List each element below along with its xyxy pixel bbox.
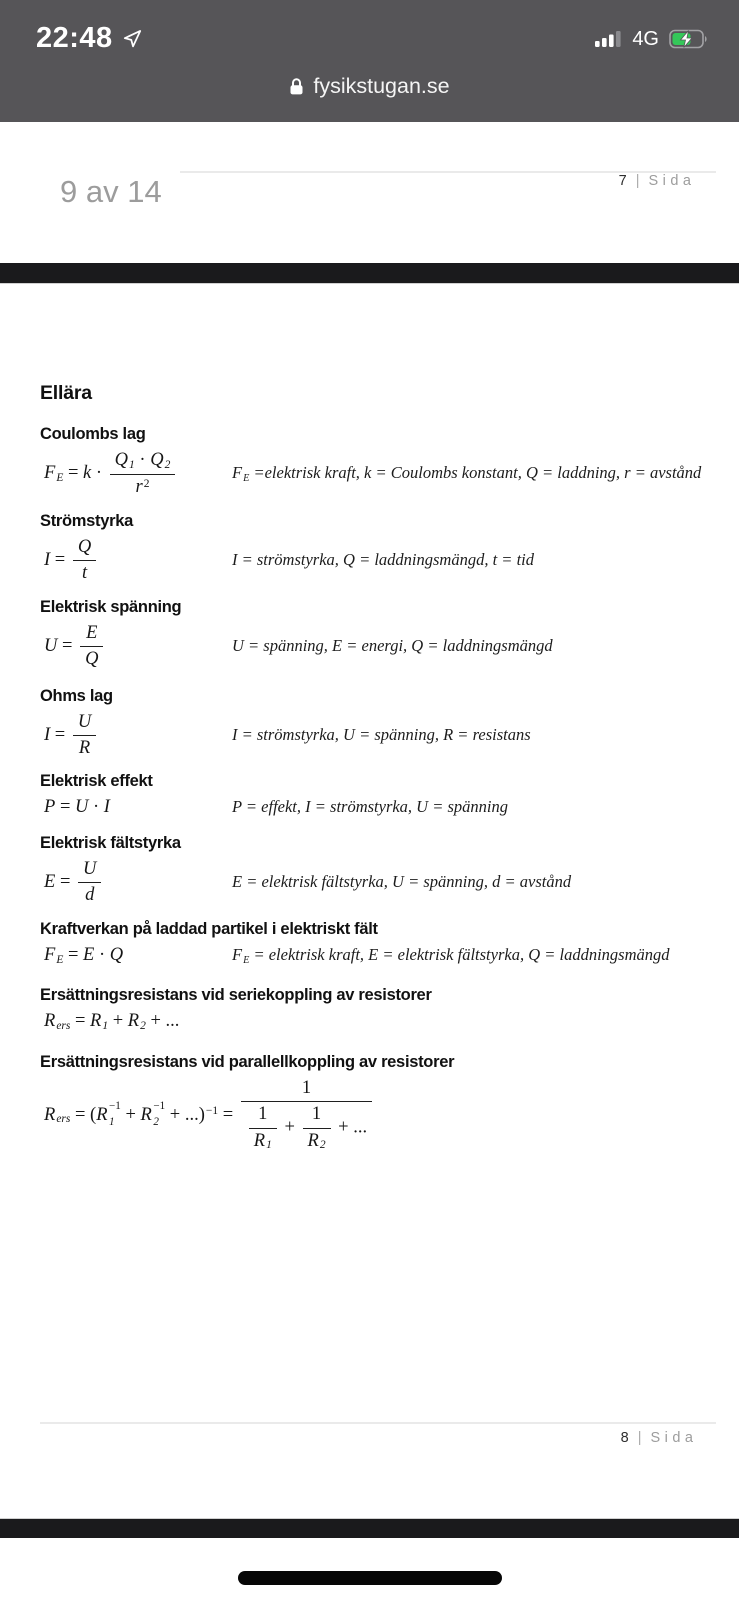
- network-type-label: 4G: [632, 27, 659, 50]
- formula: Rers = R1 + R2 + ...: [44, 1011, 180, 1032]
- formula: U = $\frac{E}{Q}$: [44, 623, 232, 671]
- section-heading: Elektrisk fältstyrka: [40, 834, 181, 852]
- url-bar[interactable]: [0, 76, 739, 98]
- formula: Rers = (R −1 1 + R −1 2 + ...)$^{-1}$ = 1 $\frac{1}{R1}$ + $\frac{1}{R2}$ + ...: [44, 1078, 375, 1153]
- page7-footer: [618, 173, 696, 189]
- formula-section-elektrisk-faltstyrka: [40, 833, 715, 907]
- page8-footer-label: Sida: [650, 1430, 698, 1446]
- page7-footer-label: Sida: [648, 173, 696, 189]
- page8-footer-separator: |: [637, 1430, 642, 1446]
- formula: P = U · I: [44, 797, 110, 817]
- formula-section-ohms-lag: [40, 686, 715, 760]
- section-heading: Kraftverkan på laddad partikel i elektriskt fält: [40, 920, 378, 938]
- formula: E = $\frac{U}{d}$: [44, 859, 232, 907]
- section-heading: Elektrisk effekt: [40, 772, 153, 790]
- page8-footer-rule: [40, 1422, 716, 1424]
- formula: FE = k · $\frac{Q1 \cdot Q2}{r^2}$: [44, 450, 232, 498]
- formula-description: FE =elektrisk kraft, k = Coulombs konstant, Q = laddning, r = avstånd: [232, 462, 702, 484]
- formula-description: FE = elektrisk kraft, E = elektrisk fältstyrka, Q = laddningsmängd: [232, 945, 670, 966]
- formula-description: I = strömstyrka, U = spänning, R = resistans: [232, 725, 531, 745]
- page8-footer-number: 8: [620, 1430, 629, 1446]
- lock-icon: [289, 77, 304, 96]
- home-indicator[interactable]: [238, 1571, 502, 1585]
- location-arrow-icon: [122, 28, 143, 49]
- formula-section-elektrisk-effekt: [40, 771, 715, 818]
- formula: I = $\frac{U}{R}$: [44, 712, 232, 760]
- cellular-signal-icon: [595, 30, 622, 47]
- status-right-group: [595, 29, 711, 49]
- formula-section-coulombs-lag: [40, 424, 715, 498]
- status-bar: [0, 0, 739, 122]
- battery-charging-icon: [669, 29, 711, 49]
- page8-footer: [620, 1430, 698, 1446]
- page7-footer-number: 7: [618, 173, 627, 189]
- formula-description: P = effekt, I = strömstyrka, U = spänning: [232, 797, 508, 817]
- status-time-group: [36, 24, 143, 53]
- url-domain: fysikstugan.se: [313, 74, 450, 98]
- page-position-indicator: 9 av 14: [60, 174, 162, 209]
- page-title: Ellära: [40, 382, 92, 404]
- formula-section-elektrisk-spanning: [40, 597, 715, 671]
- page-separator-bottom: [0, 1518, 739, 1538]
- status-row: [0, 0, 739, 53]
- section-heading: Strömstyrka: [40, 512, 133, 530]
- status-time: 22:48: [36, 22, 113, 54]
- formula-section-seriekoppling: [40, 985, 715, 1033]
- page7-footer-separator: |: [635, 173, 640, 189]
- section-heading: Coulombs lag: [40, 425, 146, 443]
- formula-description: U = spänning, E = energi, Q = laddningsmängd: [232, 636, 553, 656]
- formula: FE = E · Q: [44, 945, 124, 967]
- page-separator-top: [0, 263, 739, 284]
- formula-description: E = elektrisk fältstyrka, U = spänning, d = avstånd: [232, 872, 572, 892]
- formula: I = $\frac{Q}{t}$: [44, 537, 232, 585]
- formula-section-stromstyrka: [40, 511, 715, 585]
- section-heading: Ohms lag: [40, 687, 113, 705]
- formula-section-parallellkoppling: [40, 1052, 715, 1153]
- section-heading: Ersättningsresistans vid seriekoppling av resistorer: [40, 986, 432, 1004]
- formula-section-kraftverkan: [40, 919, 715, 968]
- formula-description: I = strömstyrka, Q = laddningsmängd, t = tid: [232, 550, 534, 570]
- section-heading: Ersättningsresistans vid parallellkoppling av resistorer: [40, 1053, 455, 1071]
- section-heading: Elektrisk spänning: [40, 598, 182, 616]
